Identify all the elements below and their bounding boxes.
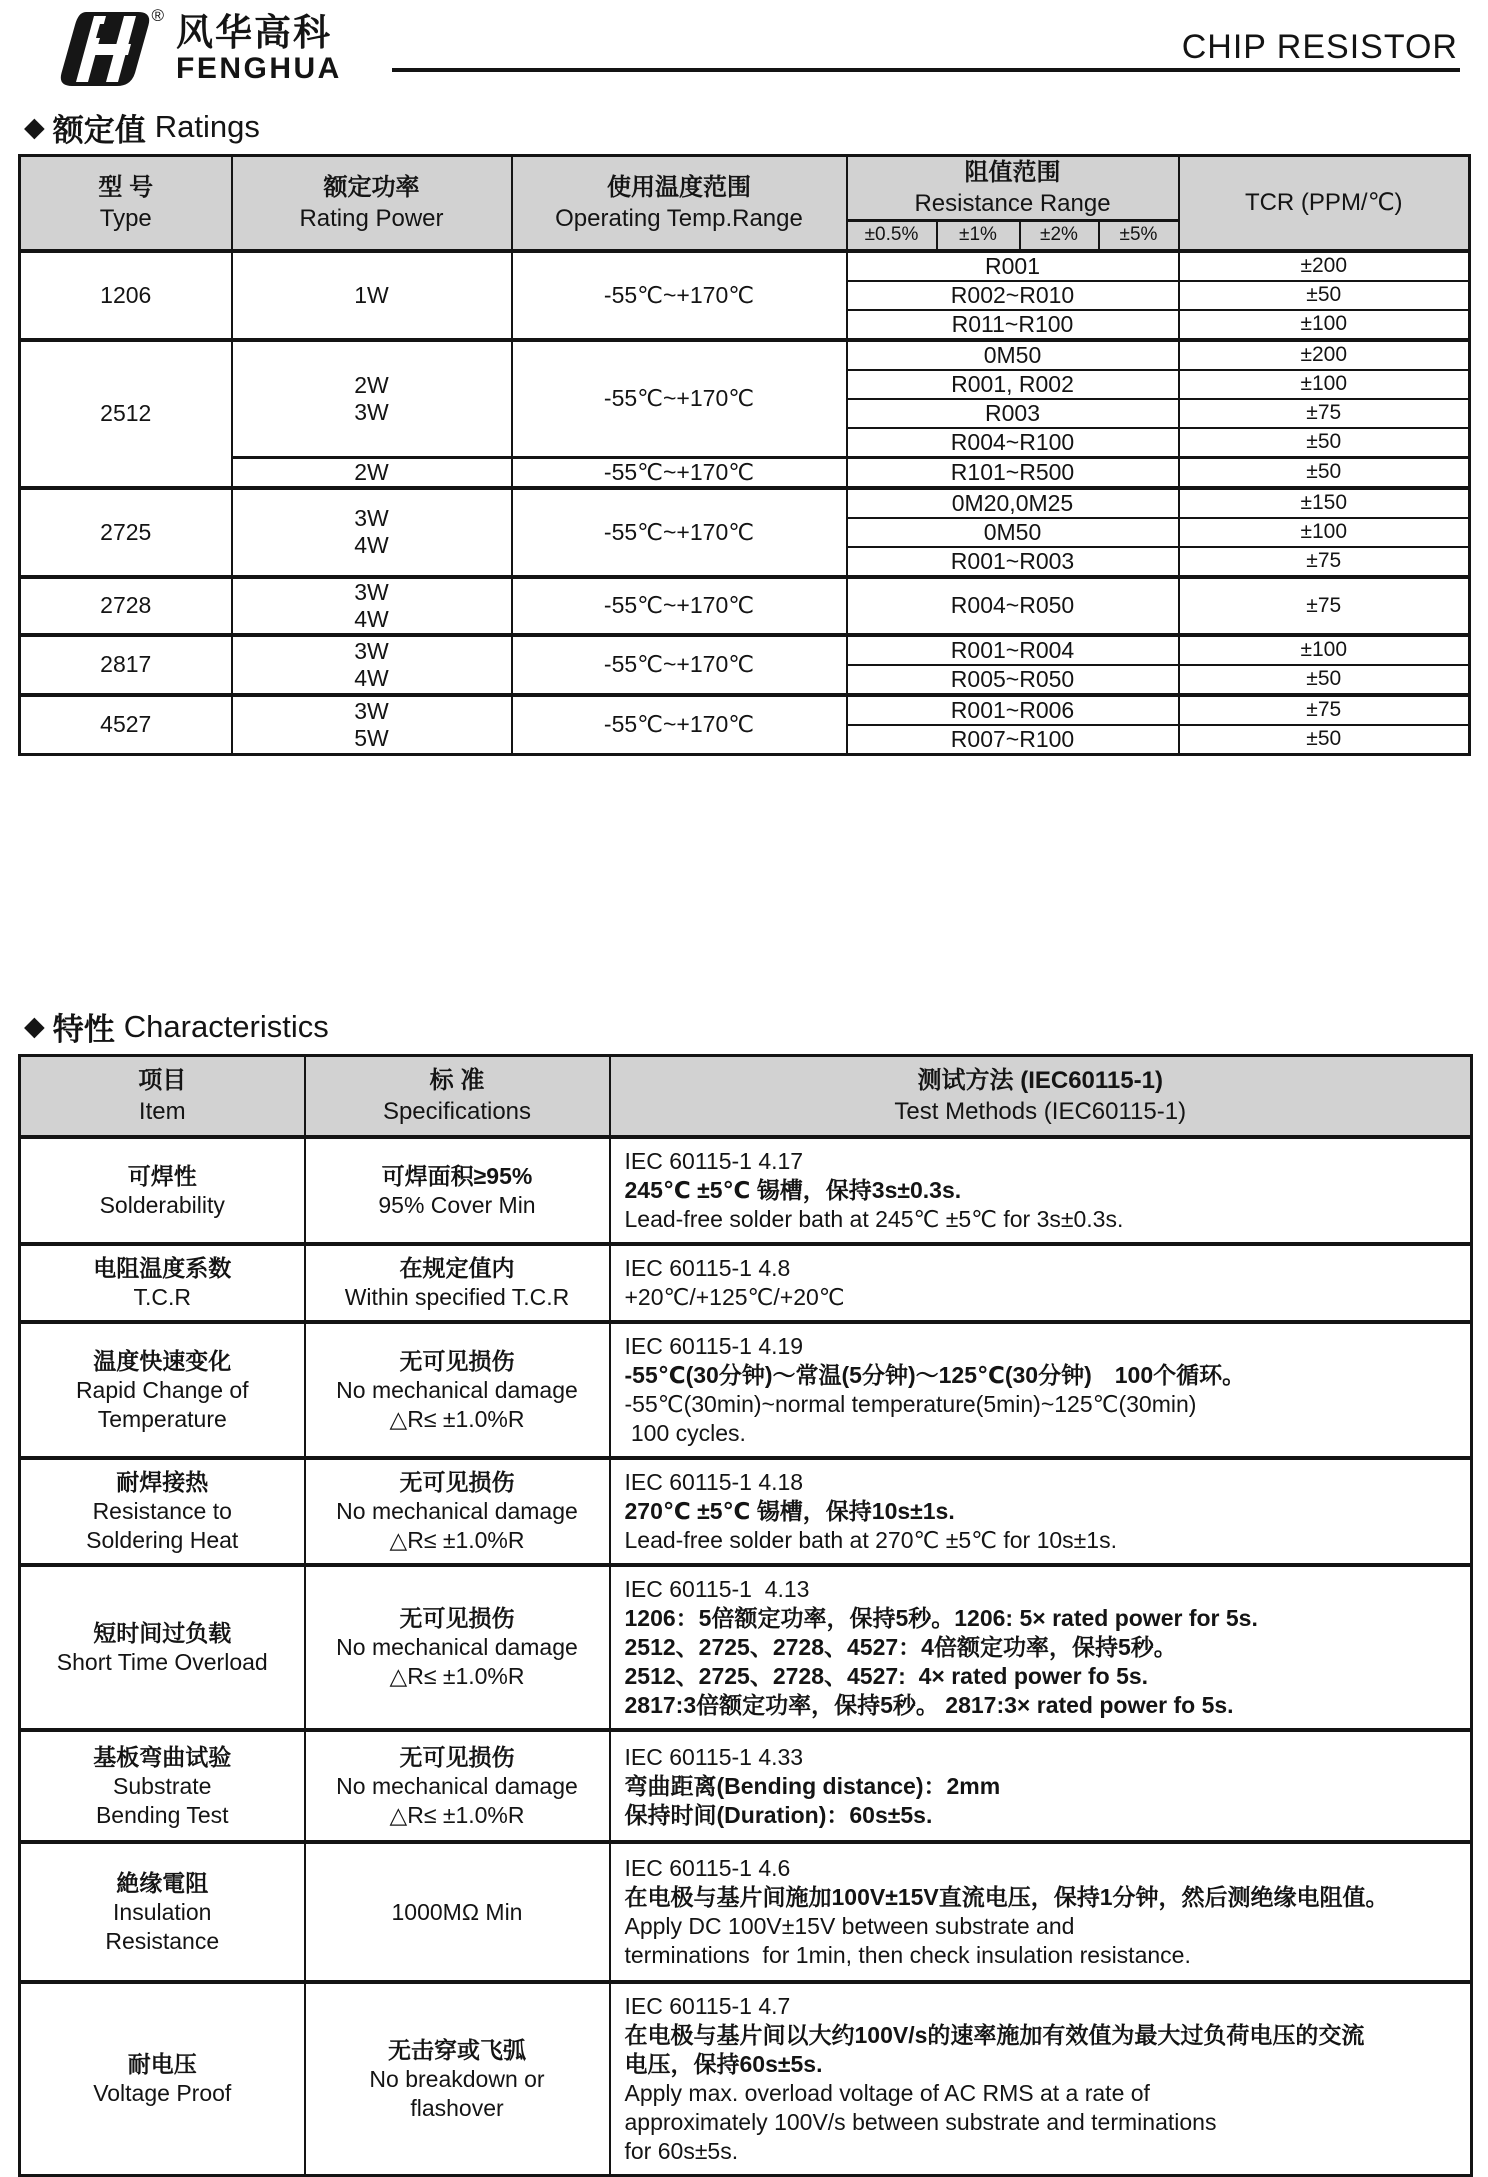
cell-line: IEC 60115-1 4.7	[625, 1992, 1459, 2021]
col-header-item-cn: 项目	[27, 1065, 298, 1096]
resistance-range-cell: 0M50	[847, 340, 1179, 370]
temp-cell: -55℃~+170℃	[512, 251, 847, 340]
cell-line: Rapid Change of	[27, 1376, 298, 1405]
cell-line: 245℃ ±5℃ 锡槽，保持3s±0.3s.	[625, 1176, 1459, 1205]
cell-line: No mechanical damage	[312, 1497, 603, 1526]
cell-line: 无可见损伤	[312, 1743, 603, 1772]
spec-cell	[305, 1730, 610, 1842]
cell-line: 2W	[239, 459, 505, 486]
temp-cell: -55℃~+170℃	[512, 577, 847, 635]
cell-line: 3W	[239, 579, 505, 606]
characteristics-title-english: Characteristics	[124, 1009, 329, 1045]
col-header-test-cn: 测试方法 (IEC60115-1)	[617, 1065, 1465, 1096]
col-header-type	[20, 156, 232, 251]
cell-line: IEC 60115-1 4.33	[625, 1743, 1459, 1772]
ratings-row	[20, 251, 1470, 281]
item-cell	[20, 1244, 305, 1322]
power-cell	[232, 251, 512, 340]
col-header-spec-cn: 标 准	[312, 1065, 603, 1096]
tolerance-header-5: ±5%	[1099, 221, 1179, 251]
tolerance-header-0.5: ±0.5%	[847, 221, 937, 251]
col-header-tcr: TCR (PPM/℃)	[1179, 156, 1470, 251]
cell-line: 270℃ ±5℃ 锡槽，保持10s±1s.	[625, 1497, 1459, 1526]
col-header-type-cn: 型 号	[27, 172, 225, 203]
ratings-row	[20, 635, 1470, 665]
col-header-spec-en: Specifications	[312, 1096, 603, 1127]
col-header-resistance-en: Resistance Range	[854, 188, 1172, 219]
tcr-cell: ±200	[1179, 251, 1470, 281]
col-header-test-en: Test Methods (IEC60115-1)	[617, 1096, 1465, 1127]
cell-line: 无击穿或飞弧	[312, 2036, 603, 2065]
tcr-cell: ±75	[1179, 399, 1470, 428]
test-cell	[610, 1982, 1472, 2176]
resistance-range-cell: R001~R003	[847, 547, 1179, 577]
tcr-cell: ±50	[1179, 665, 1470, 695]
cell-line: terminations for 1min, then check insulation resistance.	[625, 1941, 1459, 1970]
cell-line: 耐焊接热	[27, 1468, 298, 1497]
cell-line: Voltage Proof	[27, 2079, 298, 2108]
test-cell	[610, 1244, 1472, 1322]
cell-line: 100 cycles.	[625, 1419, 1459, 1448]
temp-cell: -55℃~+170℃	[512, 340, 847, 458]
ratings-row	[20, 577, 1470, 635]
col-header-power-cn: 额定功率	[239, 172, 505, 203]
cell-line: Apply max. overload voltage of AC RMS at a rate of	[625, 2079, 1459, 2108]
resistance-range-cell: 0M50	[847, 518, 1179, 547]
cell-line: 1W	[239, 282, 505, 309]
tcr-cell: ±75	[1179, 577, 1470, 635]
power-cell	[232, 695, 512, 755]
characteristics-row	[20, 1982, 1472, 2176]
item-cell	[20, 1137, 305, 1244]
test-cell	[610, 1565, 1472, 1730]
resistance-range-cell: R004~R050	[847, 577, 1179, 635]
spec-cell	[305, 1244, 610, 1322]
cell-line: Lead-free solder bath at 245℃ ±5℃ for 3s±0.3s.	[625, 1205, 1459, 1234]
cell-line: △R≤ ±1.0%R	[312, 1405, 603, 1434]
cell-line: 3W	[239, 505, 505, 532]
cell-line: No mechanical damage	[312, 1376, 603, 1405]
item-cell	[20, 1322, 305, 1458]
registered-trademark-icon: ®	[151, 6, 164, 26]
cell-line: IEC 60115-1 4.18	[625, 1468, 1459, 1497]
cell-line: T.C.R	[27, 1283, 298, 1312]
type-cell: 2817	[20, 635, 232, 695]
tcr-cell: ±100	[1179, 310, 1470, 340]
col-header-test-methods	[610, 1055, 1472, 1137]
tcr-cell: ±50	[1179, 457, 1470, 488]
cell-line: 1206：5倍额定功率，保持5秒。1206: 5× rated power for 5s.	[625, 1604, 1459, 1633]
col-header-temp-cn: 使用温度范围	[519, 172, 840, 203]
ratings-row	[20, 340, 1470, 370]
cell-line: Short Time Overload	[27, 1648, 298, 1677]
ratings-row	[20, 695, 1470, 725]
cell-line: △R≤ ±1.0%R	[312, 1526, 603, 1555]
header-divider	[392, 68, 1460, 72]
cell-line: 无可见损伤	[312, 1347, 603, 1376]
cell-line: No mechanical damage	[312, 1772, 603, 1801]
tcr-cell: ±50	[1179, 428, 1470, 458]
fenghua-logo-icon	[56, 10, 154, 88]
cell-line: IEC 60115-1 4.6	[625, 1854, 1459, 1883]
cell-line: for 60s±5s.	[625, 2137, 1459, 2166]
tcr-cell: ±50	[1179, 281, 1470, 310]
cell-line: IEC 60115-1 4.13	[625, 1575, 1459, 1604]
cell-line: 4W	[239, 532, 505, 559]
cell-line: △R≤ ±1.0%R	[312, 1662, 603, 1691]
spec-cell	[305, 1982, 610, 2176]
cell-line: Resistance to	[27, 1497, 298, 1526]
item-cell	[20, 1565, 305, 1730]
ratings-row	[20, 457, 1470, 488]
characteristics-section-title	[24, 1008, 1488, 1046]
resistance-range-cell: R003	[847, 399, 1179, 428]
tcr-cell: ±100	[1179, 518, 1470, 547]
characteristics-title-chinese: 特性	[53, 1004, 115, 1049]
test-cell	[610, 1137, 1472, 1244]
type-cell: 2512	[20, 340, 232, 488]
cell-line: 2512、2725、2728、4527: 4× rated power fo 5s.	[625, 1662, 1459, 1691]
cell-line: 4W	[239, 606, 505, 633]
power-cell	[232, 457, 512, 488]
resistance-range-cell: R001	[847, 251, 1179, 281]
cell-line: Soldering Heat	[27, 1526, 298, 1555]
fenghua-logo-mark	[56, 10, 160, 88]
characteristics-row	[20, 1730, 1472, 1842]
cell-line: IEC 60115-1 4.17	[625, 1147, 1459, 1176]
resistance-range-cell: R002~R010	[847, 281, 1179, 310]
cell-line: 温度快速变化	[27, 1347, 298, 1376]
cell-line: Lead-free solder bath at 270℃ ±5℃ for 10s±1s.	[625, 1526, 1459, 1555]
col-header-type-en: Type	[27, 203, 225, 234]
cell-line: -55℃(30分钟)～常温(5分钟)～125℃(30分钟) 100个循环。	[625, 1361, 1459, 1390]
resistance-range-cell: R005~R050	[847, 665, 1179, 695]
cell-line: 4W	[239, 665, 505, 692]
ratings-table-header	[20, 156, 1470, 251]
spec-cell	[305, 1565, 610, 1730]
characteristics-table	[18, 1054, 1473, 2177]
cell-line: -55℃(30min)~normal temperature(5min)~125℃(30min)	[625, 1390, 1459, 1419]
tcr-cell: ±150	[1179, 488, 1470, 518]
logo-name-chinese: 风华高科	[176, 14, 342, 52]
characteristics-row	[20, 1244, 1472, 1322]
resistance-range-cell: R007~R100	[847, 725, 1179, 755]
tcr-cell: ±100	[1179, 635, 1470, 665]
spec-cell	[305, 1137, 610, 1244]
cell-line: 基板弯曲试验	[27, 1743, 298, 1772]
col-header-item-en: Item	[27, 1096, 298, 1127]
cell-line: 弯曲距离(Bending distance)：2mm	[625, 1772, 1459, 1801]
characteristics-row	[20, 1842, 1472, 1982]
power-cell	[232, 577, 512, 635]
temp-cell: -55℃~+170℃	[512, 457, 847, 488]
characteristics-row	[20, 1137, 1472, 1244]
resistance-range-cell: 0M20,0M25	[847, 488, 1179, 518]
cell-line: 2512、2725、2728、4527：4倍额定功率，保持5秒。	[625, 1633, 1459, 1662]
spec-cell	[305, 1322, 610, 1458]
tcr-cell: ±75	[1179, 547, 1470, 577]
cell-line: 在规定值内	[312, 1254, 603, 1283]
cell-line: Temperature	[27, 1405, 298, 1434]
type-cell: 1206	[20, 251, 232, 340]
cell-line: 可焊面积≥95%	[312, 1162, 603, 1191]
col-header-item	[20, 1055, 305, 1137]
cell-line: 3W	[239, 399, 505, 426]
tcr-cell: ±100	[1179, 370, 1470, 399]
tcr-cell: ±200	[1179, 340, 1470, 370]
cell-line: approximately 100V/s between substrate and terminations	[625, 2108, 1459, 2137]
ratings-title-chinese: 额定值	[53, 105, 146, 150]
spec-cell	[305, 1458, 610, 1565]
cell-line: No breakdown or	[312, 2065, 603, 2094]
type-cell: 2725	[20, 488, 232, 577]
cell-line: No mechanical damage	[312, 1633, 603, 1662]
fenghua-logo-text	[176, 14, 342, 84]
col-header-spec	[305, 1055, 610, 1137]
cell-line: 1000MΩ Min	[312, 1898, 603, 1927]
temp-cell: -55℃~+170℃	[512, 695, 847, 755]
temp-cell: -55℃~+170℃	[512, 635, 847, 695]
cell-line: Bending Test	[27, 1801, 298, 1830]
cell-line: 3W	[239, 698, 505, 725]
spec-cell	[305, 1842, 610, 1982]
item-cell	[20, 1842, 305, 1982]
cell-line: flashover	[312, 2094, 603, 2123]
type-cell: 4527	[20, 695, 232, 755]
col-header-power-en: Rating Power	[239, 203, 505, 234]
cell-line: 95% Cover Min	[312, 1191, 603, 1220]
tolerance-header-1: ±1%	[937, 221, 1020, 251]
ratings-table-body	[20, 251, 1470, 755]
tcr-cell: ±75	[1179, 695, 1470, 725]
tolerance-header-2: ±2%	[1020, 221, 1099, 251]
cell-line: 在电极与基片间以大约100V/s的速率施加有效值为最大过负荷电压的交流	[625, 2021, 1459, 2050]
cell-line: 在电极与基片间施加100V±15V直流电压，保持1分钟，然后测绝缘电阻值。	[625, 1883, 1459, 1912]
ratings-row	[20, 488, 1470, 518]
cell-line: Within specified T.C.R	[312, 1283, 603, 1312]
diamond-bullet-icon: ◆	[24, 1011, 45, 1042]
characteristics-row	[20, 1322, 1472, 1458]
cell-line: 保持时间(Duration)：60s±5s.	[625, 1801, 1459, 1830]
col-header-resistance-cn: 阻值范围	[854, 157, 1172, 188]
resistance-range-cell: R001~R006	[847, 695, 1179, 725]
ratings-table	[18, 154, 1471, 756]
type-cell: 2728	[20, 577, 232, 635]
cell-line: 可焊性	[27, 1162, 298, 1191]
resistance-range-cell: R101~R500	[847, 457, 1179, 488]
test-cell	[610, 1730, 1472, 1842]
resistance-range-cell: R001~R004	[847, 635, 1179, 665]
cell-line: 2817:3倍额定功率，保持5秒。 2817:3× rated power fo 5s.	[625, 1691, 1459, 1720]
tcr-cell: ±50	[1179, 725, 1470, 755]
item-cell	[20, 1730, 305, 1842]
cell-line: 耐电压	[27, 2050, 298, 2079]
cell-line: IEC 60115-1 4.8	[625, 1254, 1459, 1283]
page-header	[0, 0, 1488, 102]
item-cell	[20, 1982, 305, 2176]
cell-line: Substrate	[27, 1772, 298, 1801]
cell-line: 絶缘電阻	[27, 1869, 298, 1898]
cell-line: Solderability	[27, 1191, 298, 1220]
cell-line: 短时间过负载	[27, 1619, 298, 1648]
col-header-resistance-range	[847, 156, 1179, 221]
cell-line: 2W	[239, 372, 505, 399]
test-cell	[610, 1458, 1472, 1565]
resistance-range-cell: R004~R100	[847, 428, 1179, 458]
cell-line: Resistance	[27, 1927, 298, 1956]
resistance-range-cell: R001, R002	[847, 370, 1179, 399]
cell-line: +20℃/+125℃/+20℃	[625, 1283, 1459, 1312]
cell-line: 电阻温度系数	[27, 1254, 298, 1283]
col-header-power	[232, 156, 512, 251]
power-cell	[232, 340, 512, 458]
characteristics-table-header	[20, 1055, 1472, 1137]
document-title: CHIP RESISTOR	[1182, 28, 1458, 67]
logo-name-english: FENGHUA	[176, 53, 342, 84]
cell-line: Apply DC 100V±15V between substrate and	[625, 1912, 1459, 1941]
temp-cell: -55℃~+170℃	[512, 488, 847, 577]
power-cell	[232, 635, 512, 695]
col-header-temp	[512, 156, 847, 251]
power-cell	[232, 488, 512, 577]
resistance-range-cell: R011~R100	[847, 310, 1179, 340]
test-cell	[610, 1322, 1472, 1458]
characteristics-row	[20, 1458, 1472, 1565]
cell-line: IEC 60115-1 4.19	[625, 1332, 1459, 1361]
diamond-bullet-icon: ◆	[24, 112, 45, 143]
characteristics-table-body	[20, 1137, 1472, 2176]
fenghua-logo	[56, 10, 342, 88]
item-cell	[20, 1458, 305, 1565]
cell-line: 无可见损伤	[312, 1468, 603, 1497]
cell-line: 无可见损伤	[312, 1604, 603, 1633]
cell-line: 5W	[239, 725, 505, 752]
cell-line: 3W	[239, 638, 505, 665]
cell-line: Insulation	[27, 1898, 298, 1927]
test-cell	[610, 1842, 1472, 1982]
ratings-title-english: Ratings	[155, 109, 260, 145]
cell-line: △R≤ ±1.0%R	[312, 1801, 603, 1830]
characteristics-row	[20, 1565, 1472, 1730]
ratings-section-title	[24, 108, 1488, 146]
cell-line: 电压，保持60s±5s.	[625, 2050, 1459, 2079]
col-header-temp-en: Operating Temp.Range	[519, 203, 840, 234]
